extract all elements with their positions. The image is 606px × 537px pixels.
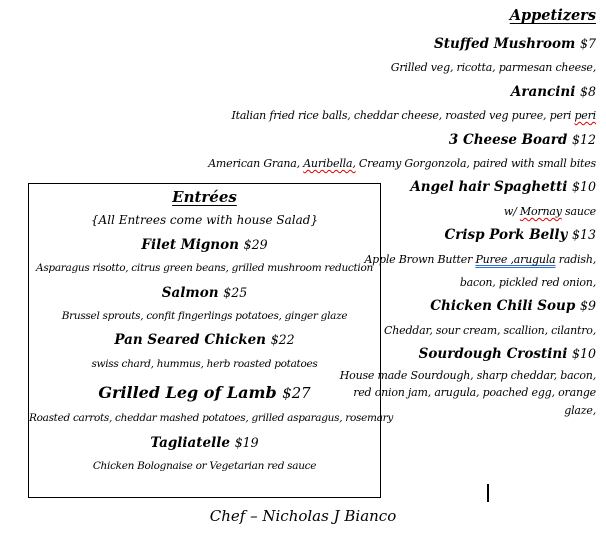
menu-item-desc: American Grana, Auribella, Creamy Gorgonzola, paired with small bites <box>208 157 596 171</box>
menu-item-desc: Grilled veg, ricotta, parmesan cheese, <box>390 61 596 75</box>
spellcheck-underline: Auribella, <box>303 157 356 171</box>
menu-item-salmon <box>29 281 380 305</box>
item-price: $10 <box>572 346 596 362</box>
menu-item-stuffed-mushroom <box>208 32 596 56</box>
item-price: $29 <box>243 236 268 252</box>
menu-item-desc: w/ Mornay sauce <box>503 204 596 218</box>
item-price: $22 <box>270 332 295 348</box>
menu-item-desc: Chicken Bolognaise or Vegetarian red sauce <box>92 460 317 473</box>
item-name: Filet Mignon <box>141 236 239 253</box>
item-price: $10 <box>572 179 596 195</box>
item-price: $7 <box>580 36 596 51</box>
item-name: Salmon <box>161 284 219 301</box>
menu-item-desc: red onion jam, arugula, poached egg, orange <box>353 386 596 400</box>
chef-signature-line: Chef – Nicholas J Bianco <box>209 507 397 525</box>
menu-item-filet-mignon <box>29 233 380 257</box>
menu-item-desc: Italian fried rice balls, cheddar cheese, roasted veg puree, peri peri <box>231 109 596 123</box>
menu-item-desc: glaze, <box>564 404 596 418</box>
menu-item-desc: House made Sourdough, sharp cheddar, bacon, <box>339 368 596 382</box>
entrees-section-box <box>28 183 394 498</box>
item-name: 3 Cheese Board <box>448 131 568 148</box>
item-name: Crisp Pork Belly <box>444 227 568 244</box>
item-name: Pan Seared Chicken <box>114 332 266 349</box>
menu-item-cheese-board <box>208 128 596 152</box>
menu-item-arancini <box>208 80 596 104</box>
spellcheck-underline: Mornay <box>519 204 562 218</box>
menu-item-pan-seared-chicken <box>29 328 380 352</box>
item-price: $12 <box>572 131 596 147</box>
spellcheck-underline: peri <box>574 109 596 123</box>
item-name: Stuffed Mushroom <box>434 36 576 52</box>
menu-item-tagliatelle <box>29 431 380 455</box>
menu-item-desc: Apple Brown Butter Puree ,arugula radish, <box>364 252 596 266</box>
appetizers-heading <box>208 4 596 28</box>
menu-item-leg-of-lamb <box>29 376 380 407</box>
menu-item-desc: Brussel sprouts, confit fingerlings potatoes, ginger glaze <box>61 310 348 323</box>
menu-item-desc: swiss chard, hummus, herb roasted potatoes <box>91 357 318 370</box>
menu-item-desc: Asparagus risotto, citrus green beans, grilled mushroom reduction <box>36 262 373 275</box>
appetizers-heading-text: Appetizers <box>509 7 596 24</box>
text-caret <box>487 484 489 502</box>
item-price: $8 <box>580 83 596 99</box>
entrees-note: {All Entrees come with house Salad} <box>90 213 319 228</box>
item-price: $9 <box>580 298 596 314</box>
grammar-underline: Puree ,arugula <box>475 252 556 266</box>
item-name: Tagliatelle <box>150 434 230 451</box>
item-name: Angel hair Spaghetti <box>410 179 568 196</box>
item-price: $19 <box>234 434 259 450</box>
item-price: $27 <box>282 384 311 403</box>
item-name: Arancini <box>510 83 576 100</box>
menu-item-desc: bacon, pickled red onion, <box>459 276 596 290</box>
item-price: $13 <box>572 227 596 243</box>
item-price: $25 <box>223 284 248 300</box>
item-name: Chicken Chili Soup <box>430 298 576 315</box>
item-name: Sourdough Crostini <box>418 346 568 363</box>
menu-item-desc: Roasted carrots, cheddar mashed potatoes, grilled asparagus, rosemary <box>29 412 394 425</box>
menu-item-desc: Cheddar, sour cream, scallion, cilantro, <box>384 323 596 337</box>
item-name: Grilled Leg of Lamb <box>98 383 277 403</box>
entrees-heading <box>29 186 380 209</box>
entrees-heading-text: Entrées <box>172 188 237 206</box>
